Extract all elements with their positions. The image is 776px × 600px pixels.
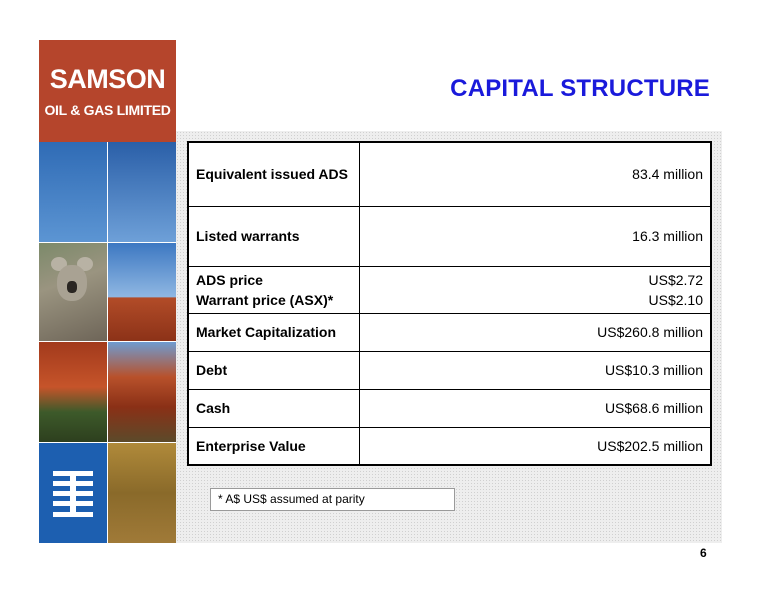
koala-nose xyxy=(67,281,77,293)
footnote: * A$ US$ assumed at parity xyxy=(210,488,455,511)
row-value: 83.4 million xyxy=(360,142,712,206)
koala-photo xyxy=(39,243,107,341)
row-label-line: ADS price xyxy=(196,271,263,288)
table-row xyxy=(188,142,711,206)
row-label xyxy=(188,266,360,313)
row-value: US$10.3 million xyxy=(360,351,712,389)
capital-structure-table xyxy=(187,141,712,466)
outback-photo xyxy=(108,443,176,543)
table-row xyxy=(188,427,711,465)
row-label: Listed warrants xyxy=(188,206,360,266)
photo-strip xyxy=(39,142,176,543)
row-label: Cash xyxy=(188,389,360,427)
slide-title: CAPITAL STRUCTURE xyxy=(450,75,710,102)
row-label: Enterprise Value xyxy=(188,427,360,465)
brand-subtitle: OIL & GAS LIMITED xyxy=(44,102,171,118)
row-value: 16.3 million xyxy=(360,206,712,266)
row-value: US$260.8 million xyxy=(360,313,712,351)
row-value: US$202.5 million xyxy=(360,427,712,465)
emblem-mark xyxy=(53,471,93,517)
brand-name: SAMSON xyxy=(49,64,166,94)
row-value xyxy=(360,266,712,313)
page-number: 6 xyxy=(700,546,707,560)
sky-photo xyxy=(108,142,176,242)
table-row xyxy=(188,389,711,427)
company-emblem-icon xyxy=(39,443,107,543)
table-row xyxy=(188,351,711,389)
company-logo xyxy=(39,40,176,142)
outback-photo xyxy=(108,342,176,442)
row-label: Market Capitalization xyxy=(188,313,360,351)
row-value-line: US$2.72 xyxy=(648,271,703,288)
row-label: Debt xyxy=(188,351,360,389)
row-value: US$68.6 million xyxy=(360,389,712,427)
row-value-line: US$2.10 xyxy=(648,291,703,308)
table-row xyxy=(188,206,711,266)
outback-photo xyxy=(108,243,176,341)
sky-photo xyxy=(39,142,107,242)
outback-photo xyxy=(39,342,107,442)
table-row xyxy=(188,266,711,313)
row-label-line: Warrant price (ASX)* xyxy=(196,291,334,308)
table-row xyxy=(188,313,711,351)
row-label: Equivalent issued ADS xyxy=(188,142,360,206)
